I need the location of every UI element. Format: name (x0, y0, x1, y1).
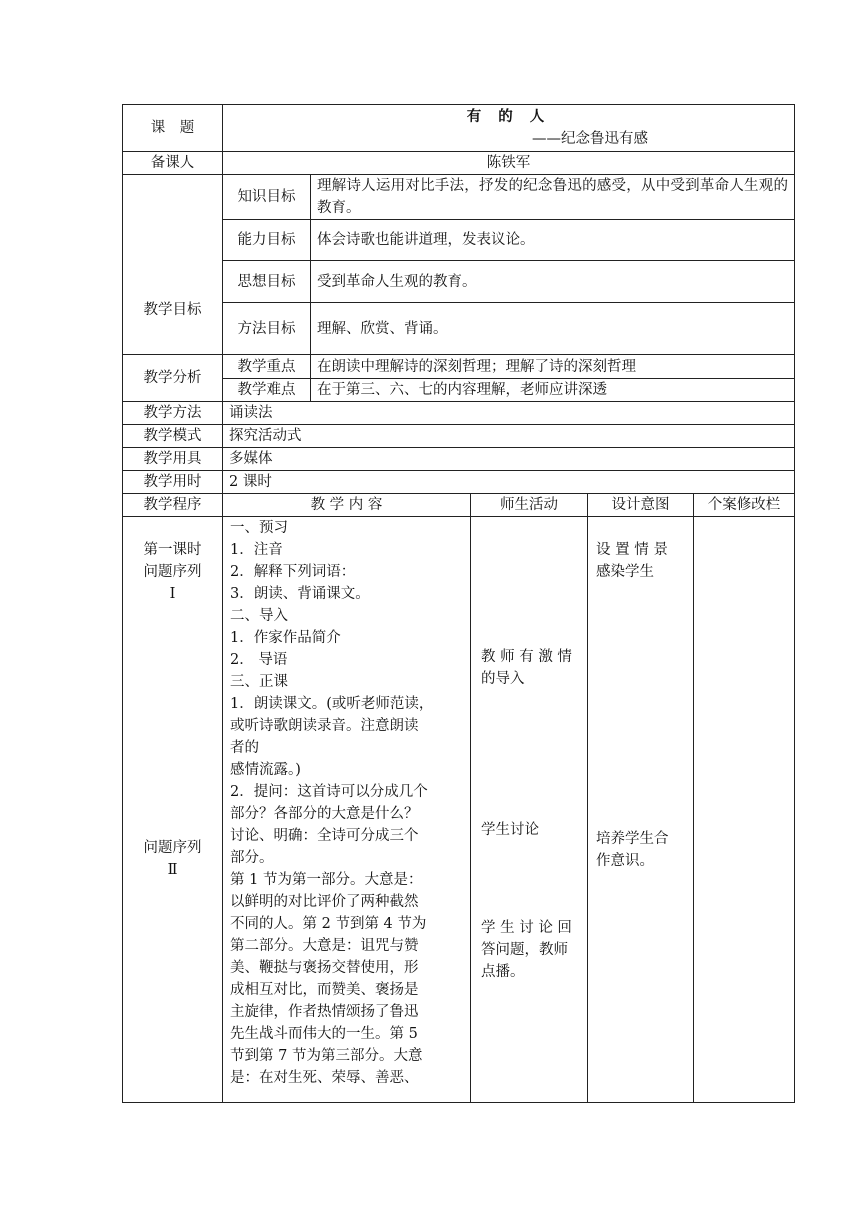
analysis-row (123, 379, 795, 402)
objective-row (123, 261, 795, 303)
lesson-title: 有 的 人 (466, 108, 551, 125)
objective-row (123, 220, 795, 261)
info-value: 探究活动式 (223, 425, 795, 448)
content-line: 一、预习 (230, 520, 288, 536)
objective-text: 理解、欣赏、背诵。 (311, 303, 795, 355)
preparer-name: 陈铁军 (223, 152, 795, 175)
content-line: 美、鞭挞与褒扬交替使用，形 (230, 960, 419, 976)
content-line: 或听诗歌朗读录音。注意朗读 (230, 718, 419, 734)
session1-label: Ⅰ (169, 586, 176, 602)
session2-label: Ⅱ (167, 862, 178, 878)
header-intent: 设计意图 (588, 494, 694, 517)
info-value: 2 课时 (223, 471, 795, 494)
info-row (123, 425, 795, 448)
revision-cell (694, 517, 795, 1103)
activity-line: 学生讨论 (481, 822, 539, 838)
header-content: 教 学 内 容 (223, 494, 471, 517)
activity-line: 学 生 讨 论 回 (481, 920, 572, 936)
info-row (123, 471, 795, 494)
objective-label: 能力目标 (223, 220, 311, 261)
topic-row (123, 105, 795, 152)
lesson-plan-table (122, 104, 795, 1103)
analysis-item-label: 教学难点 (223, 379, 311, 402)
content-line: 主旋律，作者热情颂扬了鲁迅 (230, 1004, 419, 1020)
content-line: 2． 导语 (230, 652, 288, 668)
session2-label: 问题序列 (143, 840, 202, 856)
procedure-header-row (123, 494, 795, 517)
analysis-row (123, 355, 795, 379)
content-line: 节到第 7 节为第三部分。大意 (230, 1048, 423, 1064)
analysis-label: 教学分析 (123, 355, 223, 402)
info-row (123, 402, 795, 425)
intent-line: 培养学生合 (596, 831, 669, 847)
header-activity: 师生活动 (471, 494, 588, 517)
session1-label: 问题序列 (143, 564, 202, 580)
preparer-label: 备课人 (123, 152, 223, 175)
activity-line: 答问题，教师 (481, 942, 568, 958)
content-line: 成相互对比，而赞美、褒扬是 (230, 982, 419, 998)
objective-text: 受到革命人生观的教育。 (311, 261, 795, 303)
intent-line: 设 置 情 景 (596, 542, 668, 558)
analysis-item-label: 教学重点 (223, 355, 311, 379)
activity-line: 教 师 有 激 情 (481, 649, 572, 665)
activity-cell (471, 517, 588, 1103)
content-line: 第二部分。大意是：诅咒与赞 (230, 938, 419, 954)
objective-label: 思想目标 (223, 261, 311, 303)
content-line: 二、导入 (230, 608, 288, 624)
content-line: 2．提问：这首诗可以分成几个 (230, 784, 428, 800)
content-line: 3．朗读、背诵课文。 (230, 586, 370, 602)
objective-label: 方法目标 (223, 303, 311, 355)
info-label: 教学方法 (123, 402, 223, 425)
content-cell (223, 517, 471, 1103)
procedure-row (123, 517, 795, 1103)
objective-row (123, 303, 795, 355)
content-line: 不同的人。第 2 节到第 4 节为 (230, 916, 427, 932)
content-line: 2．解释下列词语： (230, 564, 356, 580)
info-label: 教学用具 (123, 448, 223, 471)
content-line: 先生战斗而伟大的一生。第 5 (230, 1026, 418, 1042)
content-line: 部分？各部分的大意是什么？ (230, 806, 419, 822)
session1-label: 第一课时 (143, 542, 202, 558)
preparer-row (123, 152, 795, 175)
info-value: 诵读法 (223, 402, 795, 425)
activity-line: 的导入 (481, 671, 525, 687)
header-revision: 个案修改栏 (694, 494, 795, 517)
content-line: 感情流露。) (230, 762, 301, 778)
content-line: 讨论、明确：全诗可分成三个 (230, 828, 419, 844)
topic-cell (223, 105, 795, 152)
content-line: 者的 (230, 740, 259, 756)
topic-label: 课 题 (123, 105, 223, 152)
objective-row (123, 175, 795, 220)
objective-text: 体会诗歌也能讲道理，发表议论。 (311, 220, 795, 261)
content-line: 三、正课 (230, 674, 288, 690)
content-line: 1．作家作品简介 (230, 630, 341, 646)
content-line: 第 1 节为第一部分。大意是： (230, 872, 423, 888)
content-line: 部分。 (230, 850, 274, 866)
info-value: 多媒体 (223, 448, 795, 471)
analysis-item-text: 在朗读中理解诗的深刻哲理；理解了诗的深刻哲理 (311, 355, 795, 379)
objective-text: 理解诗人运用对比手法，抒发的纪念鲁迅的感受，从中受到革命人生观的教育。 (311, 175, 795, 220)
analysis-item-text: 在于第三、六、七的内容理解，老师应讲深透 (311, 379, 795, 402)
content-line: 1．注音 (230, 542, 283, 558)
intent-line: 作意识。 (596, 853, 654, 869)
activity-line: 点播。 (481, 964, 525, 980)
content-line: 是：在对生死、荣辱、善恶、 (230, 1070, 419, 1086)
info-row (123, 448, 795, 471)
info-label: 教学用时 (123, 471, 223, 494)
intent-cell (588, 517, 694, 1103)
header-procedure: 教学程序 (123, 494, 223, 517)
content-line: 1．朗读课文。(或听老师范读， (230, 696, 434, 712)
info-label: 教学模式 (123, 425, 223, 448)
objective-label: 知识目标 (223, 175, 311, 220)
content-line: 以鲜明的对比评价了两种截然 (230, 894, 419, 910)
objectives-label: 教学目标 (123, 175, 223, 355)
procedure-cell (123, 517, 223, 1103)
lesson-subtitle: ——纪念鲁迅有感 (532, 131, 649, 147)
intent-line: 感染学生 (596, 564, 654, 580)
